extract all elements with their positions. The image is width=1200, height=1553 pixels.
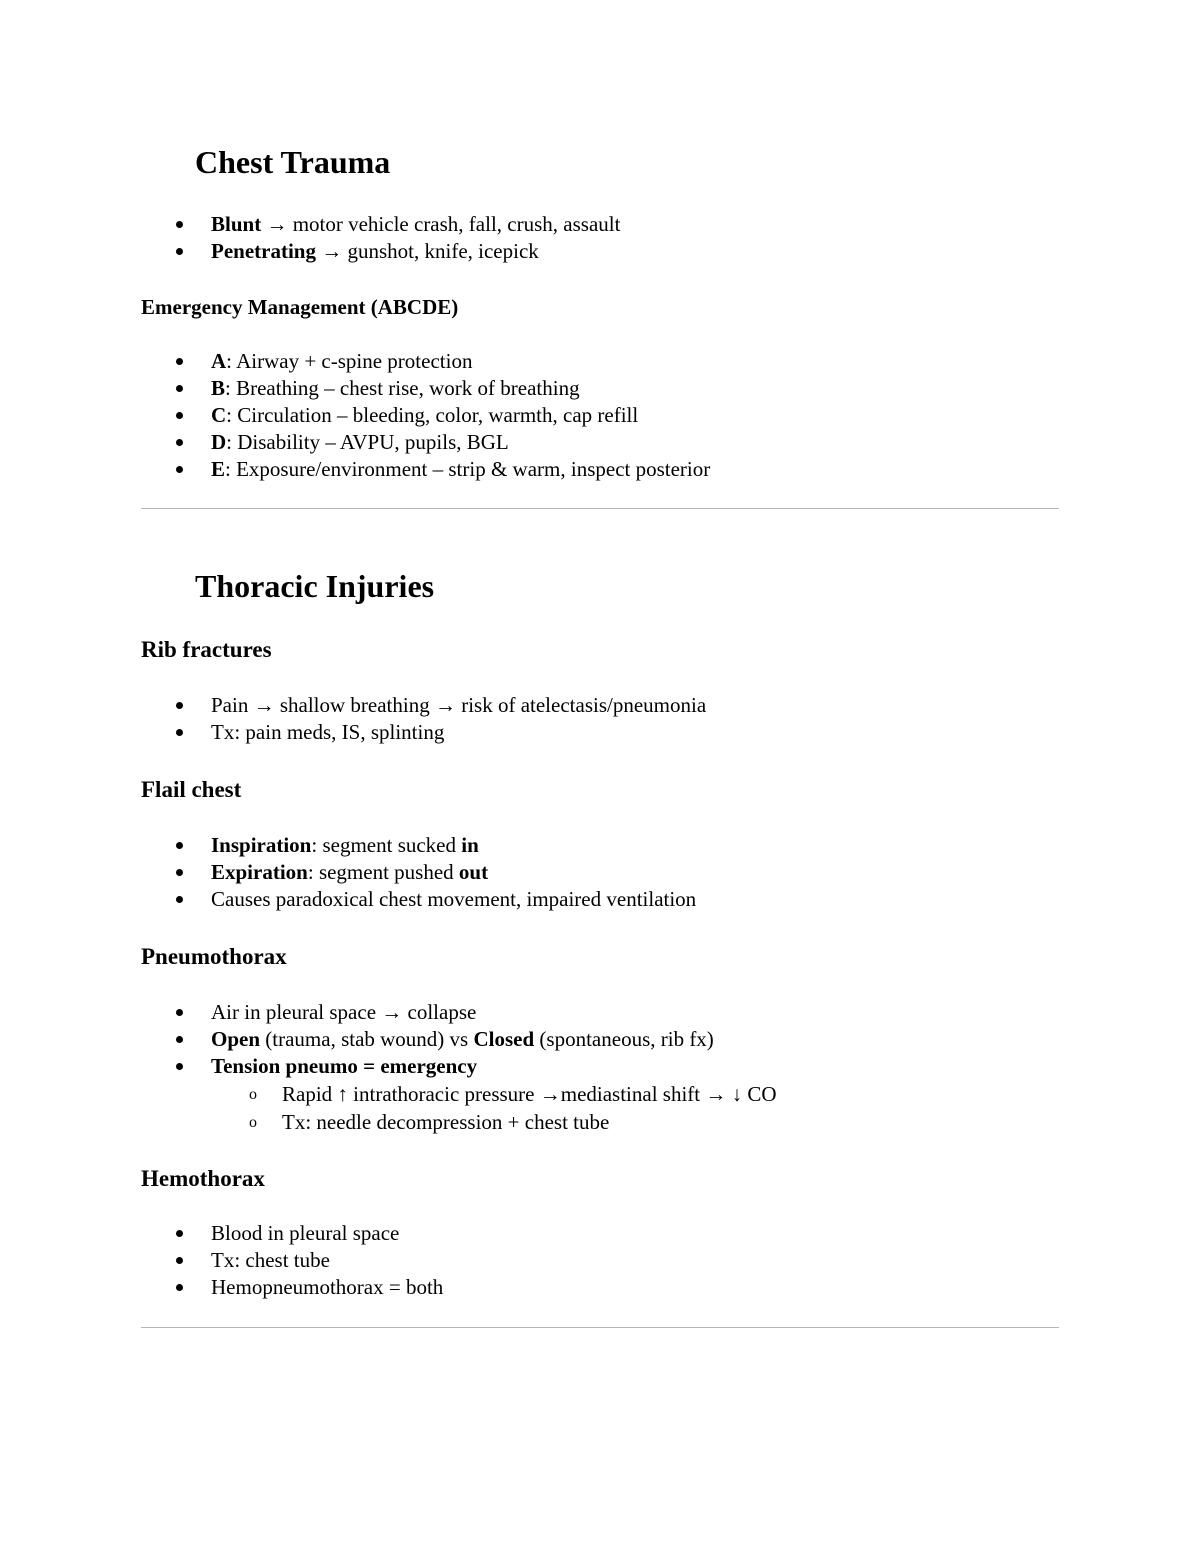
list-item bbox=[0, 1026, 1100, 1053]
hemothorax-list bbox=[0, 1220, 1100, 1301]
abcde-text: : Circulation – bleeding, color, warmth, cap refill bbox=[226, 403, 639, 427]
blunt-text: → motor vehicle crash, fall, crush, assault bbox=[261, 212, 621, 236]
list-item bbox=[0, 348, 1100, 375]
rib-fractures-list bbox=[0, 692, 1100, 746]
list-item: Pain → shallow breathing → risk of atelectasis/pneumonia bbox=[0, 692, 1100, 719]
pneumothorax-heading: Pneumothorax bbox=[141, 944, 287, 969]
abcde-letter: C bbox=[211, 403, 227, 427]
abcde-text: : Disability – AVPU, pupils, BGL bbox=[226, 430, 509, 454]
abcde-letter: D bbox=[211, 430, 227, 454]
inspiration-emphasis: in bbox=[461, 833, 479, 857]
penetrating-text: → gunshot, knife, icepick bbox=[315, 239, 539, 263]
list-item bbox=[0, 1053, 1100, 1136]
inspiration-text: : segment sucked bbox=[311, 833, 462, 857]
list-item bbox=[0, 375, 1100, 402]
trauma-types-list bbox=[0, 211, 1100, 265]
abcde-letter: E bbox=[211, 457, 226, 481]
sub-list-wrapper bbox=[211, 1080, 1100, 1136]
list-item bbox=[0, 456, 1100, 483]
list-item bbox=[0, 402, 1100, 429]
hemothorax-heading: Hemothorax bbox=[141, 1166, 265, 1191]
list-item bbox=[0, 429, 1100, 456]
sub-list-item: o Rapid ↑ intrathoracic pressure →mediastinal shift → ↓ CO bbox=[211, 1080, 1100, 1108]
expiration-label: Expiration bbox=[211, 860, 308, 884]
open-text: (trauma, stab wound) vs bbox=[260, 1027, 474, 1051]
horizontal-rule bbox=[141, 1327, 1059, 1328]
emergency-management-heading: Emergency Management (ABCDE) bbox=[141, 295, 459, 319]
list-item: Tx: pain meds, IS, splinting bbox=[0, 719, 1100, 746]
tension-pneumo-label: Tension pneumo = emergency bbox=[211, 1054, 478, 1078]
list-item bbox=[0, 211, 1100, 238]
horizontal-rule bbox=[141, 508, 1059, 509]
list-item bbox=[0, 859, 1100, 886]
section-title-chest-trauma: Chest Trauma bbox=[195, 144, 391, 180]
penetrating-label: Penetrating bbox=[211, 239, 316, 263]
list-item: Hemopneumothorax = both bbox=[0, 1274, 1100, 1301]
flail-chest-heading: Flail chest bbox=[141, 777, 242, 802]
abcde-list bbox=[0, 348, 1100, 483]
abcde-letter: A bbox=[211, 349, 227, 373]
flail-chest-list bbox=[0, 832, 1100, 913]
blunt-label: Blunt bbox=[211, 212, 262, 236]
tension-sub-list bbox=[211, 1080, 1100, 1136]
expiration-text: : segment pushed bbox=[307, 860, 459, 884]
abcde-letter: B bbox=[211, 376, 226, 400]
open-label: Open bbox=[211, 1027, 261, 1051]
list-item: Air in pleural space → collapse bbox=[0, 999, 1100, 1026]
pneumothorax-list bbox=[0, 999, 1100, 1136]
inspiration-label: Inspiration bbox=[211, 833, 312, 857]
list-item: Tx: chest tube bbox=[0, 1247, 1100, 1274]
closed-label: Closed bbox=[473, 1027, 535, 1051]
abcde-text: : Breathing – chest rise, work of breathing bbox=[225, 376, 580, 400]
list-item bbox=[0, 238, 1100, 265]
closed-text: (spontaneous, rib fx) bbox=[534, 1027, 714, 1051]
abcde-text: : Airway + c-spine protection bbox=[226, 349, 473, 373]
expiration-emphasis: out bbox=[458, 860, 489, 884]
rib-fractures-heading: Rib fractures bbox=[141, 637, 272, 662]
sub-list-item: o Tx: needle decompression + chest tube bbox=[211, 1108, 1100, 1136]
list-item bbox=[0, 832, 1100, 859]
section-title-thoracic-injuries: Thoracic Injuries bbox=[195, 568, 435, 604]
abcde-text: : Exposure/environment – strip & warm, inspect posterior bbox=[225, 457, 711, 481]
list-item: Blood in pleural space bbox=[0, 1220, 1100, 1247]
list-item: Causes paradoxical chest movement, impaired ventilation bbox=[0, 886, 1100, 913]
